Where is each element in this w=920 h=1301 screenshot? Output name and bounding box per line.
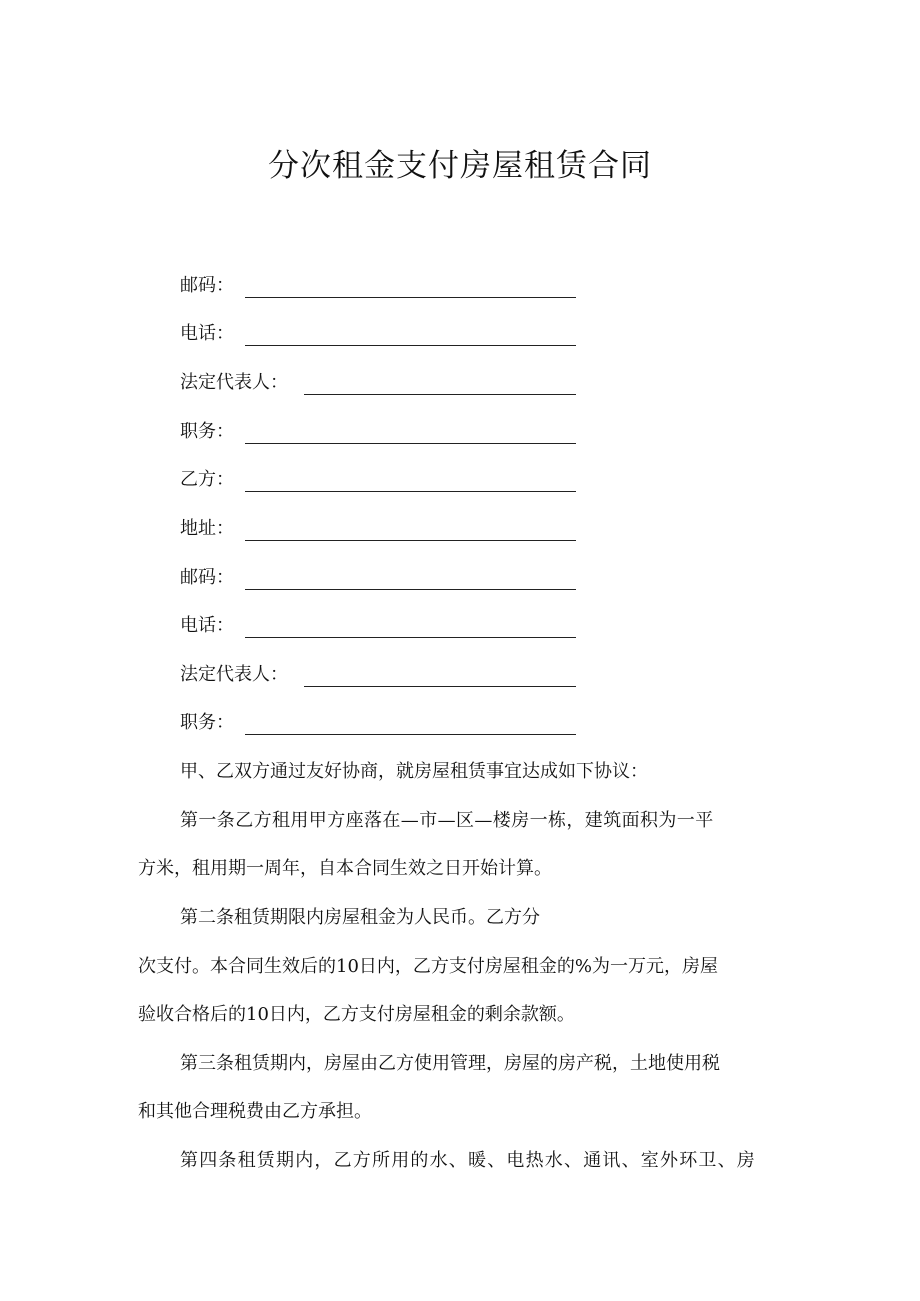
- blank-line[interactable]: [245, 734, 576, 735]
- article-3-line-2: 和其他合理税费由乙方承担。: [138, 1101, 372, 1122]
- article-1-line-2: 方米，租用期一周年，自本合同生效之日开始计算。: [138, 858, 552, 879]
- blank-line[interactable]: [245, 637, 576, 638]
- field-phone-a: [180, 316, 576, 346]
- field-position-a: [180, 414, 576, 444]
- blank-line[interactable]: [245, 345, 576, 346]
- article-4-line-1: 第四条租赁期内，乙方所用的水、暖、电热水、通讯、室外环卫、房: [180, 1150, 756, 1171]
- field-label: 法定代表人：: [180, 664, 288, 685]
- blank-line[interactable]: [245, 540, 576, 541]
- field-postcode-b: [180, 560, 576, 590]
- blank-line[interactable]: [245, 443, 576, 444]
- article-2-line-2: 次支付。本合同生效后的10日内，乙方支付房屋租金的%为一万元，房屋: [138, 956, 719, 977]
- article-1-line-1: 第一条乙方租用甲方座落在—市—区—楼房一栋，建筑面积为一平: [180, 810, 714, 831]
- article-2-line-3: 验收合格后的10日内，乙方支付房屋租金的剩余款额。: [138, 1004, 575, 1025]
- intro-paragraph: 甲、乙双方通过友好协商，就房屋租赁事宜达成如下协议：: [180, 761, 648, 782]
- field-position-b: [180, 705, 576, 735]
- field-legal-rep-a: [180, 365, 576, 395]
- article-2-line-1: 第二条租赁期限内房屋租金为人民币。乙方分: [180, 907, 540, 928]
- field-label: 职务：: [180, 712, 234, 733]
- blank-line[interactable]: [245, 297, 576, 298]
- field-label: 邮码：: [180, 275, 234, 296]
- blank-line[interactable]: [304, 394, 576, 395]
- blank-line[interactable]: [245, 589, 576, 590]
- field-label: 电话：: [180, 615, 234, 636]
- field-label: 邮码：: [180, 567, 234, 588]
- field-label: 地址：: [180, 518, 234, 539]
- field-label: 乙方：: [180, 469, 234, 490]
- field-label: 电话：: [180, 323, 234, 344]
- field-legal-rep-b: [180, 657, 576, 687]
- field-address-b: [180, 511, 576, 541]
- article-3-line-1: 第三条租赁期内，房屋由乙方使用管理，房屋的房产税，土地使用税: [180, 1053, 720, 1074]
- blank-line[interactable]: [304, 686, 576, 687]
- field-label: 法定代表人：: [180, 372, 288, 393]
- document-title: 分次租金支付房屋租赁合同: [268, 148, 652, 184]
- field-postcode-a: [180, 268, 576, 298]
- field-phone-b: [180, 608, 576, 638]
- field-label: 职务：: [180, 421, 234, 442]
- blank-line[interactable]: [245, 491, 576, 492]
- field-party-b: [180, 462, 576, 492]
